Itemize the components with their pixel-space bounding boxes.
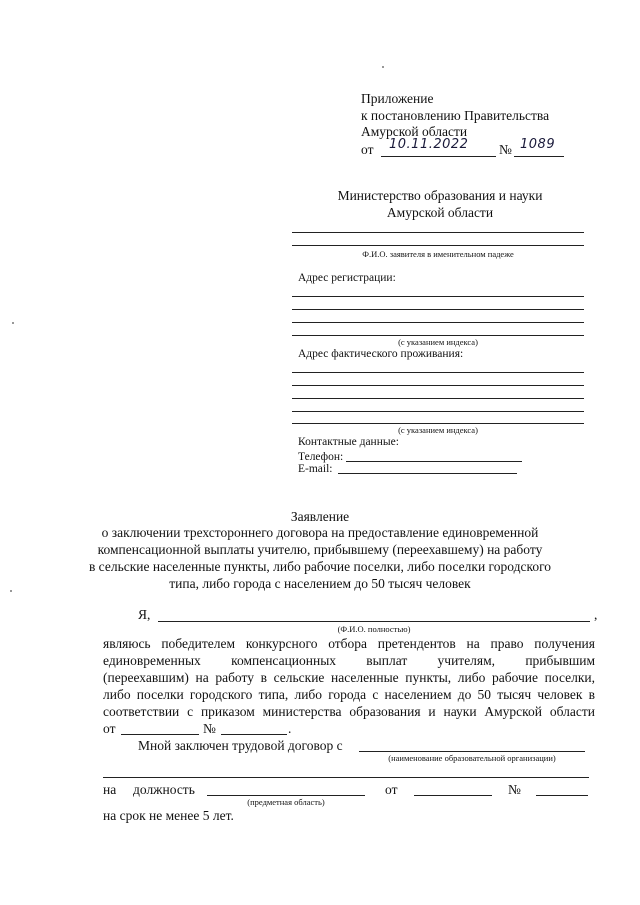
body-line-3: (переехавшим) на работу в сельские населенные пункты, либо рабочие поселки, xyxy=(103,670,595,685)
subject-caption: (предметная область) xyxy=(247,797,325,807)
scan-speck xyxy=(12,322,14,324)
body-line-4: либо поселки городского типа, либо города с населением до 50 тысяч человек в xyxy=(103,687,595,702)
actual-address-line-2 xyxy=(292,385,584,386)
reg-address-label: Адрес регистрации: xyxy=(298,272,396,284)
position-date-line xyxy=(414,795,492,796)
statement-title-line-2: компенсационной выплаты учителю, прибывшему (переехавшему) на работу xyxy=(97,542,543,557)
appendix-date-underline xyxy=(381,156,496,157)
addressee-line-2: Амурской области xyxy=(386,205,494,220)
body-line-2: единовременных компенсационных выплат учителям, прибывшим xyxy=(103,653,595,668)
fio-line-2 xyxy=(292,245,584,246)
body-line-1: являюсь победителем конкурсного отбора претендентов на право получения xyxy=(103,636,595,651)
position-from: от xyxy=(385,782,398,797)
i-comma: , xyxy=(594,607,598,622)
fio-full-caption: (Ф.И.О. полностью) xyxy=(337,624,411,634)
statement-heading: Заявление xyxy=(290,509,350,524)
order-date-line xyxy=(121,734,199,735)
order-number-label: № xyxy=(203,721,216,736)
reg-address-line-4 xyxy=(292,335,584,336)
order-number-line xyxy=(221,734,287,735)
reg-address-line-3 xyxy=(292,322,584,323)
appendix-line-2: к постановлению Правительства xyxy=(361,108,550,123)
statement-title-line-1: о заключении трехстороннего договора на предоставление единовременной xyxy=(101,525,539,540)
appendix-from-label: от xyxy=(361,142,374,157)
scan-speck xyxy=(382,66,384,68)
position-line xyxy=(207,795,365,796)
position-on: на xyxy=(103,782,117,797)
actual-address-line-1 xyxy=(292,372,584,373)
position-number-line xyxy=(536,795,588,796)
actual-address-line-3 xyxy=(292,398,584,399)
actual-address-line-4 xyxy=(292,411,584,412)
actual-index-note: (с указанием индекса) xyxy=(398,425,478,435)
appendix-number-underline xyxy=(514,156,564,157)
contacts-label: Контактные данные: xyxy=(298,436,399,448)
reg-index-note: (с указанием индекса) xyxy=(398,337,478,347)
fio-line-1 xyxy=(292,232,584,233)
order-period: . xyxy=(288,721,292,736)
appendix-number-label: № xyxy=(499,142,512,157)
reg-address-line-2 xyxy=(292,309,584,310)
statement-title-line-4: типа, либо города с населением до 50 тысяч человек xyxy=(169,576,471,591)
statement-title-line-3: в сельские населенные пункты, либо рабочие поселки, либо поселки городского xyxy=(88,559,552,574)
appendix-line-3: Амурской области xyxy=(361,124,468,139)
body-line-5: соответствии с приказом министерства образования и науки Амурской области xyxy=(103,704,595,719)
fio-caption: Ф.И.О. заявителя в именительном падеже xyxy=(362,249,514,259)
phone-line xyxy=(346,461,522,462)
term-line: на срок не менее 5 лет. xyxy=(103,808,234,823)
org-continuation-line xyxy=(103,777,589,778)
appendix-date-handwritten: 10.11.2022 xyxy=(389,137,469,152)
email-label: E-mail: xyxy=(298,463,333,475)
position-label: должность xyxy=(133,782,195,797)
fio-full-line xyxy=(158,621,590,622)
appendix-line-1: Приложение xyxy=(361,91,434,106)
actual-address-label: Адрес фактического проживания: xyxy=(298,348,464,360)
org-caption: (наименование образовательной организации) xyxy=(388,753,556,763)
contract-label: Мной заключен трудовой договор с xyxy=(138,738,343,753)
reg-address-line-1 xyxy=(292,296,584,297)
addressee-line-1: Министерство образования и науки xyxy=(337,188,543,203)
i-label: Я, xyxy=(138,607,151,622)
contract-org-line xyxy=(359,751,585,752)
actual-address-line-5 xyxy=(292,423,584,424)
phone-label: Телефон: xyxy=(298,451,344,463)
position-number-label: № xyxy=(508,782,521,797)
order-from-label: от xyxy=(103,721,116,736)
email-line xyxy=(338,473,517,474)
appendix-number-handwritten: 1089 xyxy=(520,137,556,152)
